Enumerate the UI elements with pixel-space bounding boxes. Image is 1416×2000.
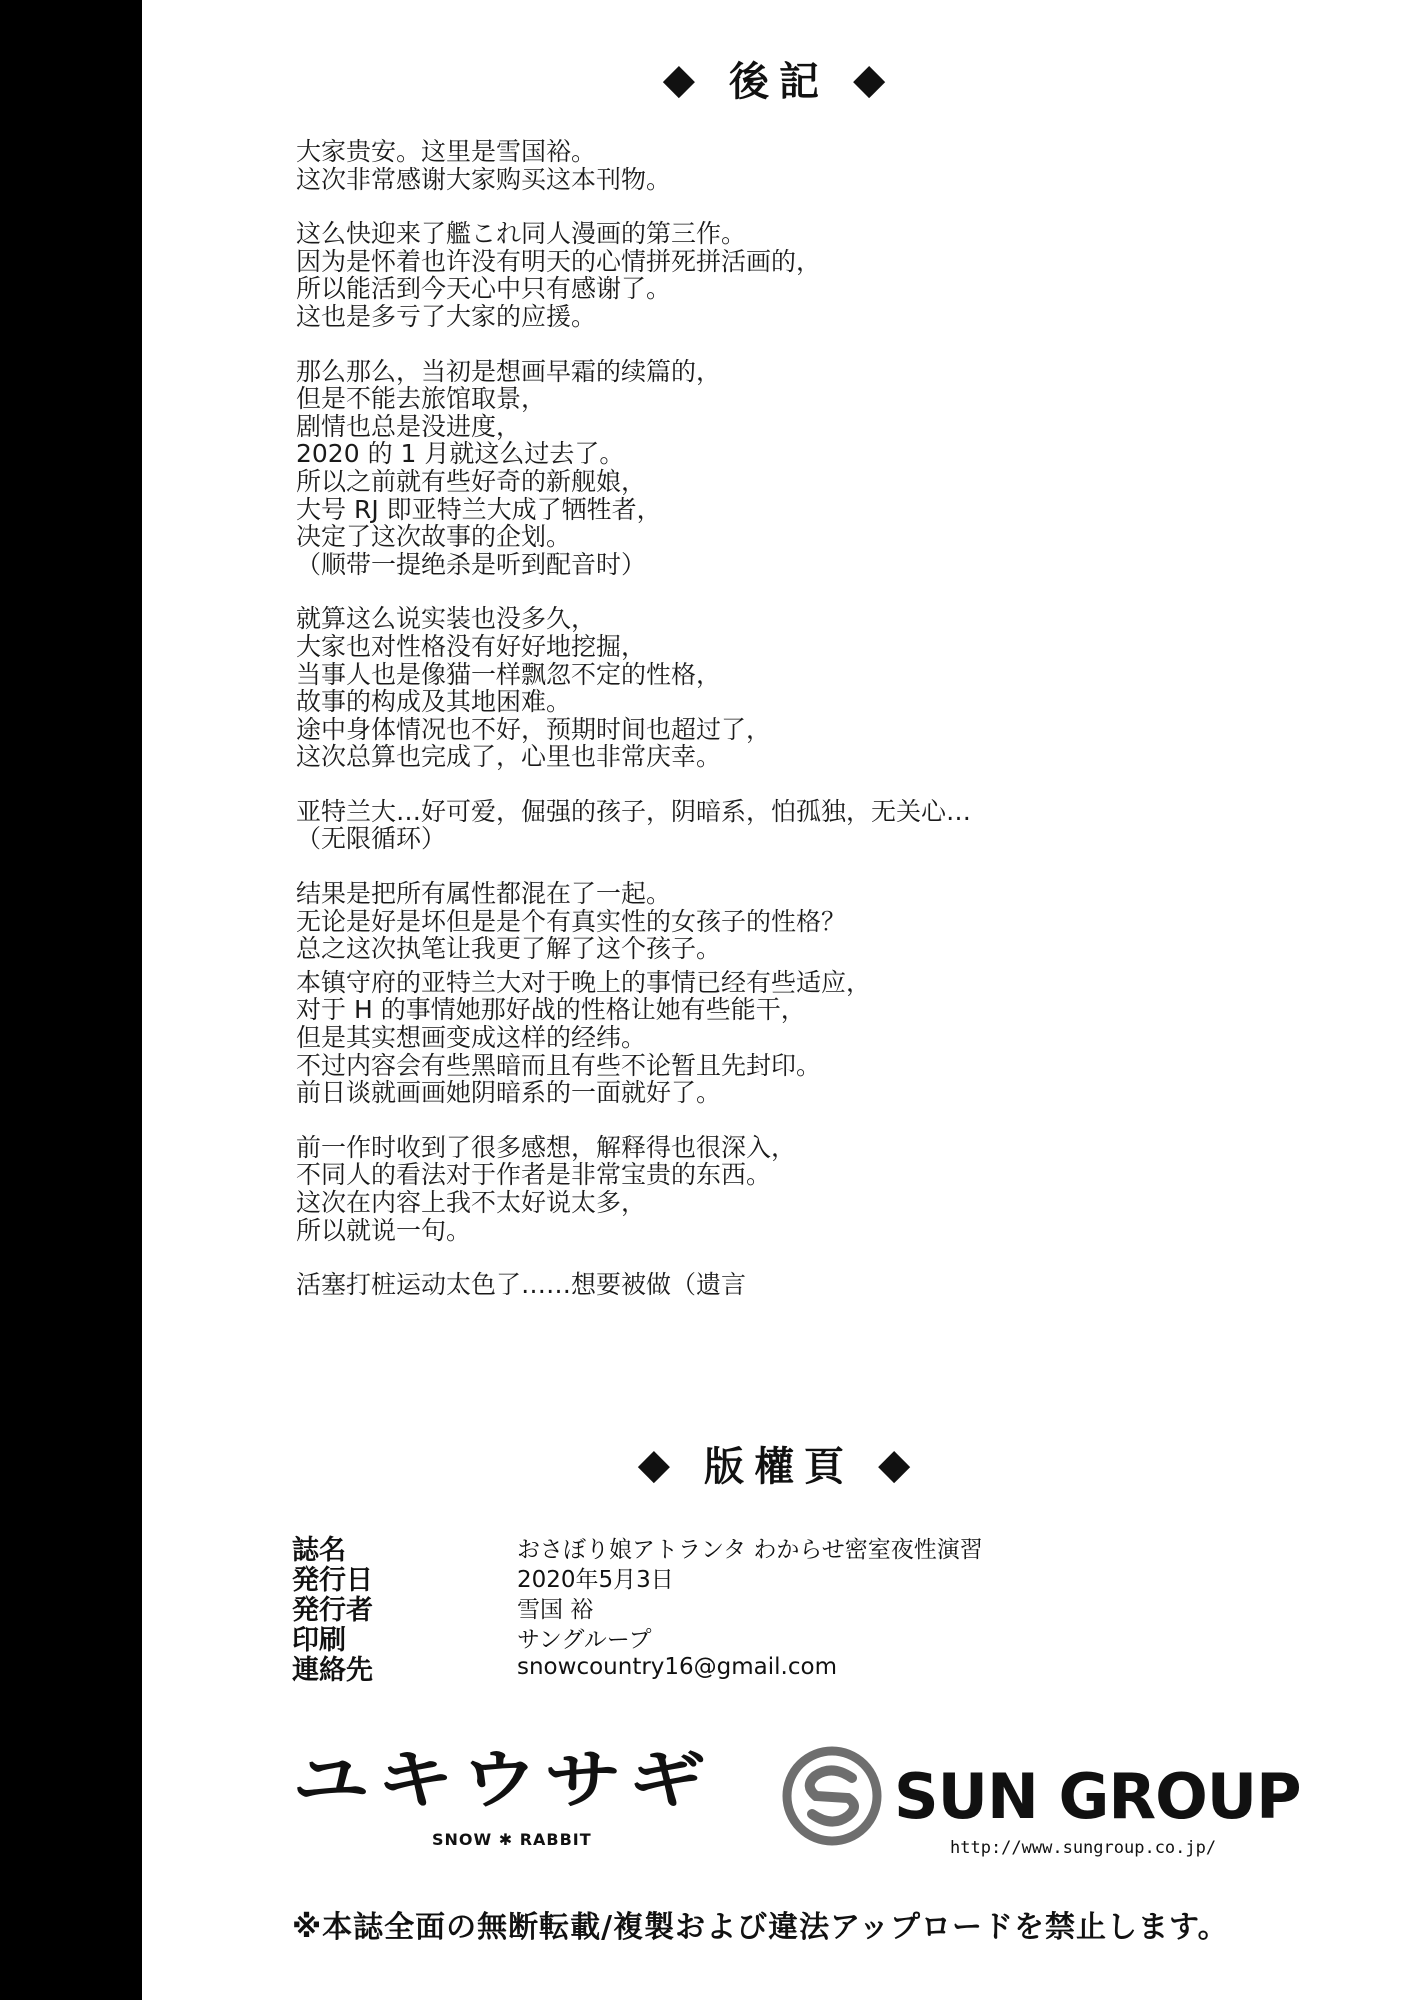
colophon-row	[292, 1652, 1292, 1686]
sun-group-logo	[782, 1746, 1301, 1866]
colophon-key: 発行日	[292, 1564, 373, 1596]
copyright-notice: ※本誌全面の無断転載/複製および違法アップロードを禁止します。	[292, 1910, 1229, 1945]
diamond-icon: ◆	[853, 54, 896, 103]
afterword-paragraph: 前一作时收到了很多感想，解释得也很深入， 不同人的看法对于作者是非常宝贵的东西。 这次在内容上我不太好说太多， 所以就说一句。	[296, 1132, 797, 1245]
sun-group-url: http://www.sungroup.co.jp/	[950, 1838, 1217, 1858]
page	[142, 0, 1416, 2000]
snow-rabbit-logo	[292, 1743, 732, 1868]
snow-rabbit-logo-main: ユキウサギ	[292, 1743, 713, 1818]
colophon-key: 発行者	[292, 1594, 373, 1626]
colophon-table	[292, 1532, 1292, 1686]
diamond-icon: ◆	[662, 54, 705, 103]
afterword-paragraph: 大家贵安。这里是雪国裕。 这次非常感谢大家购买这本刊物。	[296, 137, 672, 194]
colophon-heading	[142, 1435, 1416, 1492]
colophon-title: 版權頁	[704, 1444, 854, 1490]
afterword-title: 後記	[729, 59, 829, 105]
afterword-heading	[142, 50, 1416, 107]
diamond-icon: ◆	[637, 1439, 680, 1488]
colophon-value: 2020年5月3日	[517, 1566, 674, 1593]
sun-group-mark-icon	[782, 1746, 882, 1846]
sun-group-logo-name: SUN GROUP	[894, 1760, 1301, 1833]
afterword-body	[296, 138, 1296, 1326]
afterword-paragraph: 结果是把所有属性都混在了一起。 无论是好是坏但是是个有真实性的女孩子的性格？ 总之这次执笔让我更了解了这个孩子。	[296, 879, 847, 964]
colophon-key: 連絡先	[292, 1654, 373, 1686]
afterword-paragraph: 就算这么说实装也没多久， 大家也对性格没有好好地挖掘， 当事人也是像猫一样飘忽不定的性格， 故事的构成及其地困难。 途中身体情况也不好，预期时间也超过了， 这次总算也完成了，心里也非常庆幸。	[296, 604, 772, 772]
diamond-icon: ◆	[878, 1439, 921, 1488]
afterword-paragraph: 这么快迎来了艦これ同人漫画的第三作。 因为是怀着也许没有明天的心情拼死拼活画的， 所以能活到今天心中只有感谢了。 这也是多亏了大家的应援。	[296, 219, 822, 331]
colophon-contact-email: snowcountry16@gmail.com	[517, 1654, 837, 1680]
colophon-key: 印刷	[292, 1624, 346, 1656]
afterword-paragraph: 活塞打桩运动太色了……想要被做（遗言	[296, 1270, 747, 1300]
colophon-value: サングループ	[517, 1626, 652, 1653]
snow-rabbit-logo-sub: SNOW ✱ RABBIT	[432, 1830, 592, 1849]
afterword-paragraph: 本镇守府的亚特兰大对于晚上的事情已经有些适应， 对于 H 的事情她那好战的性格让她有些能干， 但是其实想画变成这样的经纬。 不过内容会有些黑暗而且有些不论暂且先封印。 前日谈就画画她阴暗系的一面就好了。	[296, 967, 872, 1108]
afterword-paragraph: 那么那么，当初是想画早霜的续篇的， 但是不能去旅馆取景， 剧情也总是没进度， 2020 的 1 月就这么过去了。 所以之前就有些好奇的新舰娘， 大号 RJ 即亚特兰大成了牺牲者， 决定了这次故事的企划。 （顺带一提绝杀是听到配音时）	[296, 356, 722, 579]
afterword-paragraph: 亚特兰大…好可爱，倔强的孩子，阴暗系，怕孤独，无关心… （无限循环）	[296, 796, 972, 854]
colophon-value: おさぼり娘アトランタ わからせ密室夜性演習	[517, 1536, 983, 1563]
colophon-value: 雪国 裕	[517, 1596, 594, 1623]
left-black-bar	[0, 0, 142, 2000]
colophon-key: 誌名	[292, 1534, 346, 1566]
